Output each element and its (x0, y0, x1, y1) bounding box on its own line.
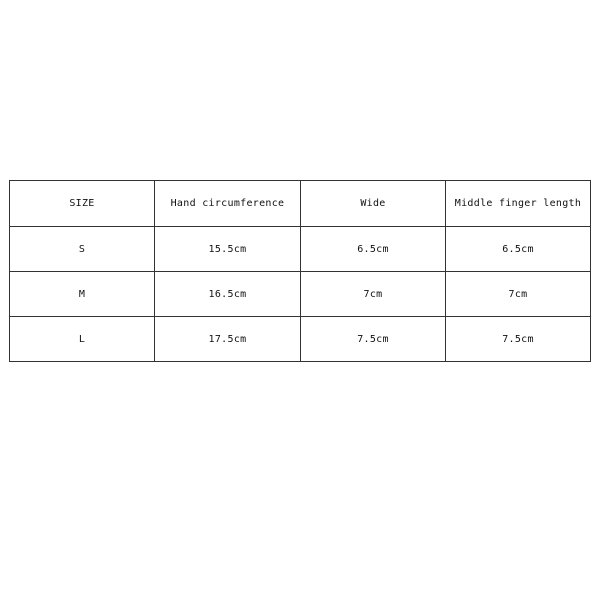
table-row (10, 272, 591, 317)
wide-cell: 6.5cm (301, 227, 446, 272)
size-cell: M (10, 272, 155, 317)
size-cell: L (10, 317, 155, 362)
middle-finger-length-cell: 7cm (446, 272, 591, 317)
hand-circumference-cell: 17.5cm (155, 317, 301, 362)
table-row (10, 317, 591, 362)
header-hand-circumference: Hand circumference (155, 181, 301, 227)
size-chart-table (9, 180, 591, 362)
middle-finger-length-cell: 6.5cm (446, 227, 591, 272)
middle-finger-length-cell: 7.5cm (446, 317, 591, 362)
wide-cell: 7.5cm (301, 317, 446, 362)
hand-circumference-cell: 16.5cm (155, 272, 301, 317)
wide-cell: 7cm (301, 272, 446, 317)
header-middle-finger-length: Middle finger length (446, 181, 591, 227)
table-header-row (10, 181, 591, 227)
hand-circumference-cell: 15.5cm (155, 227, 301, 272)
size-cell: S (10, 227, 155, 272)
header-wide: Wide (301, 181, 446, 227)
header-size: SIZE (10, 181, 155, 227)
table-row (10, 227, 591, 272)
